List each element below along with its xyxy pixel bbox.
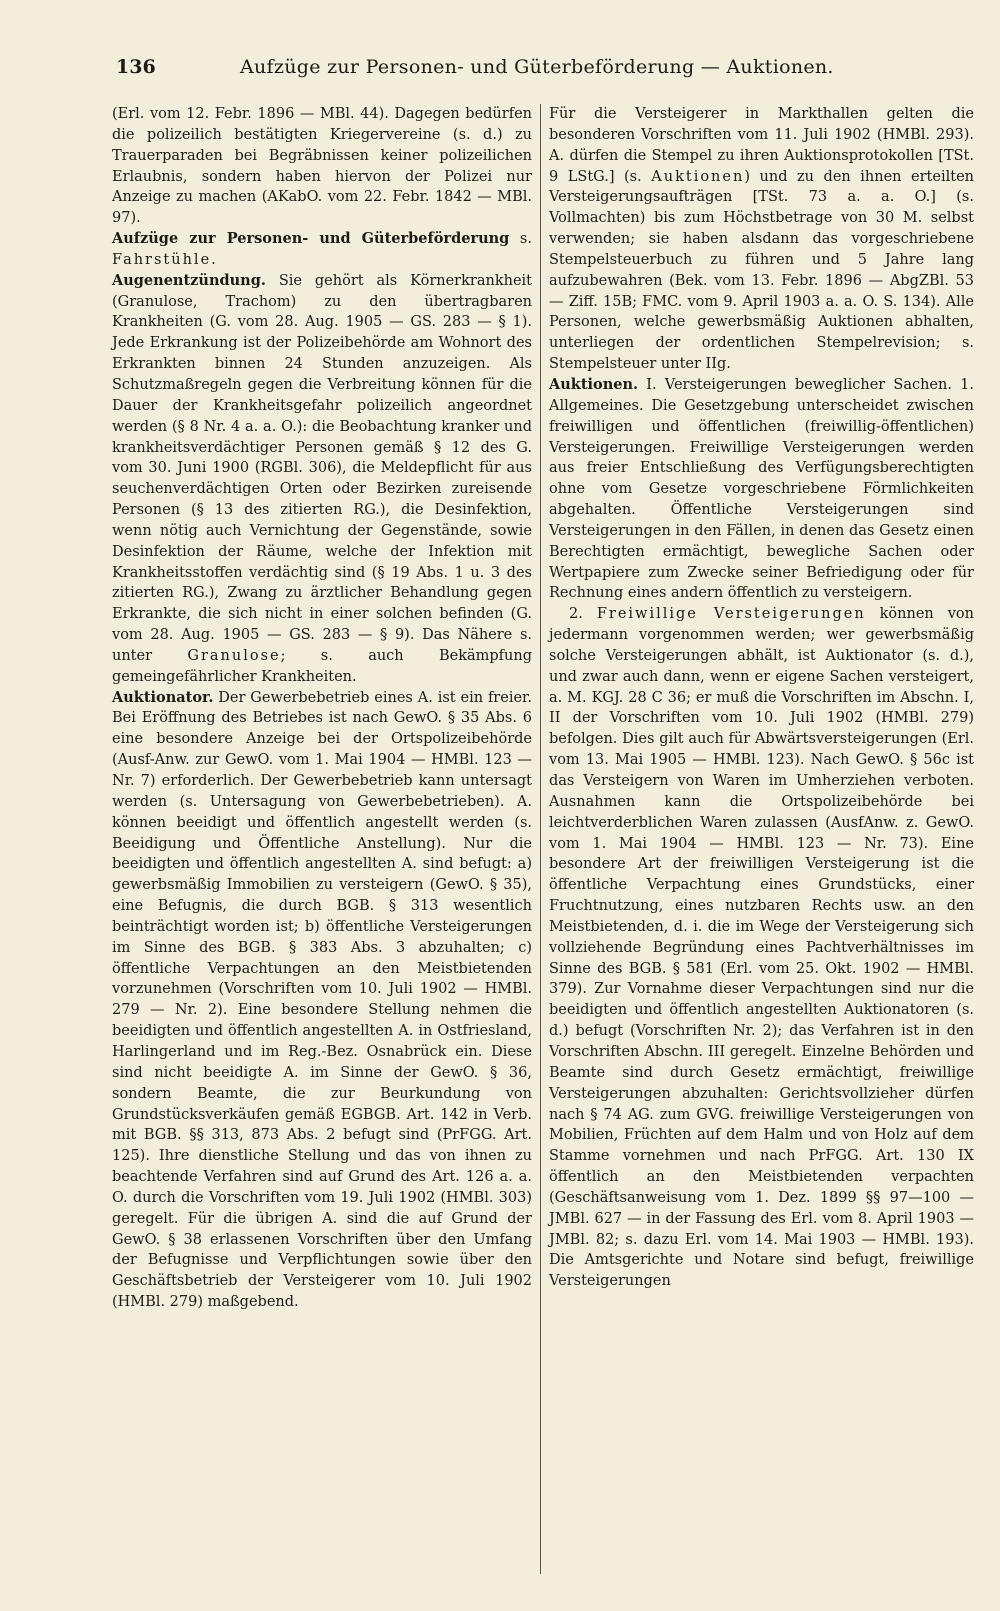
right-column: [549, 104, 974, 1292]
paragraph: 2. Freiwillige Versteigerungen können von jedermann vorgenommen werden; wer gewerbsmäßig solche Versteigerungen abhält, ist Auktionator (s. d.), und zwar auch dann, wenn er eigene Sachen versteigert, a. M. KGJ. 28 C 36; er muß die Vorschriften im Abschn. I, II der Vorschriften vom 10. Juli 1902 (HMBl. 279) befolgen. Dies gilt auch für Abwärtsversteigerungen (Erl. vom 13. Mai 1905 — HMBl. 123). Nach GewO. § 56c ist das Versteigern von Waren im Umherziehen verboten. Ausnahmen kann die Ortspolizeibehörde bei leichtverderblichen Waren zulassen (AusfAnw. z. GewO. vom 1. Mai 1904 — HMBl. 123 — Nr. 73). Eine besondere Art der freiwilligen Versteigerung ist die öffentliche Verpachtung eines Grundstücks, einer Fruchtnutzung, eines nutzbaren Rechts usw. an den Meistbietenden, d. i. die im Wege der Versteigerung sich vollziehende Begründung eines Pachtverhältnisses im Sinne des BGB. § 581 (Erl. vom 25. Okt. 1902 — HMBl. 379). Zur Vornahme dieser Verpachtungen sind nur die beeidigten und öffentlich angestellten Auktionatoren (s. d.) befugt (Vorschriften Nr. 2); das Verfahren ist in den Vorschriften Abschn. III geregelt. Einzelne Behörden und Beamte sind durch Gesetz ermächtigt, freiwillige Versteigerungen abzuhalten: Gerichtsvollzieher dürfen nach § 74 AG. zum GVG. freiwillige Versteigerungen von Mobilien, Früchten auf dem Halm und von Holz auf dem Stamme vornehmen und nach PrFGG. Art. 130 IX öffentlich an den Meistbietenden verpachten (Geschäftsanweisung vom 1. Dez. 1899 §§ 97—100 — JMBl. 627 — in der Fassung des Erl. vom 8. April 1903 — JMBl. 82; s. dazu Erl. vom 14. Mai 1903 — HMBl. 193). Die Amtsgerichte und Notare sind befugt, freiwillige Versteigerungen: [549, 606, 974, 1290]
subheading: Freiwillige Versteigerungen: [596, 606, 866, 623]
lemma-heading: Aufzüge zur Personen- und Güterbeförderung: [112, 230, 510, 248]
left-column: [112, 104, 532, 1313]
lemma-heading: Auktionen.: [549, 375, 639, 393]
paragraph: Für die Versteigerer in Markthallen gelten die besonderen Vorschriften vom 11. Juli 1902 (HMBl. 293). A. dürfen die Stempel zu ihren Auktionsprotokollen [TSt. 9 LStG.] (s. Auktionen) und zu den ihnen erteilten Versteigerungsaufträgen [TSt. 73 a. a. O.] (s. Vollmachten) bis zum Höchstbetrage von 30 M. selbst verwenden; sie haben alsdann das vorgeschriebene Stempelsteuerbuch zu führen und 5 Jahre lang aufzubewahren (Bek. vom 13. Febr. 1896 — AbgZBl. 53 — Ziff. 15B; FMC. vom 9. April 1903 a. a. O. S. 134). Alle Personen, welche gewerbsmäßig Auktionen abhalten, unterliegen der ordentlichen Stempelrevision; s. Stempelsteuer unter IIg.: [549, 106, 974, 373]
page-number: 136: [116, 56, 156, 78]
entry-auktionen: Auktionen. I. Versteigerungen beweglicher Sachen. 1. Allgemeines. Die Gesetzgebung unterscheidet zwischen freiwilligen und öffentlichen (freiwillig-öffentlichen) Versteigerungen. Freiwillige Versteigerungen werden aus freier Entschließung des Verfügungsberechtigten ohne vom Gesetze vorgeschriebene Förmlichkeiten abgehalten. Öffentliche Versteigerungen sind Versteigerungen in den Fällen, in denen das Gesetz einen Berechtigten ermächtigt, bewegliche Sachen oder Wertpapiere zum Zwecke seiner Befriedigung oder für Rechnung eines andern öffentlich zu versteigern.: [549, 375, 974, 602]
entry-aufzuege: Aufzüge zur Personen- und Güterbeförderung s. Fahrstühle.: [112, 230, 532, 268]
page-header: [116, 56, 920, 86]
cross-reference: Fahrstühle: [112, 251, 212, 268]
running-title: Aufzüge zur Personen- und Güterbeförderung — Auktionen.: [240, 56, 834, 78]
column-divider: [540, 104, 541, 1574]
cross-reference: Auktionen: [651, 168, 745, 185]
lemma-heading: Augenentzündung.: [112, 271, 266, 289]
paragraph: (Erl. vom 12. Febr. 1896 — MBl. 44). Dagegen bedürfen die polizeilich bestätigten Kriegervereine (s. d.) zu Trauerparaden bei Begräbnissen keiner polizeilichen Erlaubnis, sondern haben hiervon der Polizei nur Anzeige zu machen (AKabO. vom 22. Febr. 1842 — MBl. 97).: [112, 106, 532, 227]
cross-reference: Granulose: [187, 647, 281, 664]
entry-auktionator: Auktionator. Der Gewerbebetrieb eines A. ist ein freier. Bei Eröffnung des Betriebes ist nach GewO. § 35 Abs. 6 eine besondere Anzeige bei der Ortspolizeibehörde (Ausf-Anw. zur GewO. vom 1. Mai 1904 — HMBl. 123 — Nr. 7) erforderlich. Der Gewerbebetrieb kann untersagt werden (s. Untersagung von Gewerbebetrieben). A. können beeidigt und öffentlich angestellt werden (s. Beeidigung und Öffentliche Anstellung). Nur die beeidigten und öffentlich angestellten A. sind befugt: a) gewerbsmäßig Immobilien zu versteigern (GewO. § 35), eine Befugnis, die durch BGB. § 313 wesentlich beinträchtigt worden ist; b) öffentliche Versteigerungen im Sinne des BGB. § 383 Abs. 3 abzuhalten; c) öffentliche Verpachtungen an den Meistbietenden vorzunehmen (Vorschriften vom 10. Juli 1902 — HMBl. 279 — Nr. 2). Eine besondere Stellung nehmen die beeidigten und öffentlich angestellten A. in Ostfriesland, Harlingerland und im Reg.-Bez. Osnabrück ein. Diese sind nicht beeidigte A. im Sinne der GewO. § 36, sondern Beamte, die zur Beurkundung von Grundstücksverkäufen gemäß EGBGB. Art. 142 in Verb. mit BGB. §§ 313, 873 Abs. 2 befugt sind (PrFGG. Art. 125). Ihre dienstliche Stellung und das von ihnen zu beachtende Verfahren sind auf Grund des Art. 126 a. a. O. durch die Vorschriften vom 19. Juli 1902 (HMBl. 303) geregelt. Für die übrigen A. sind die auf Grund der GewO. § 38 erlassenen Vorschriften über den Umfang der Befugnisse und Verpflichtungen sowie über den Geschäftsbetrieb der Versteigerer vom 10. Juli 1902 (HMBl. 279) maßgebend.: [112, 688, 532, 1311]
entry-augenentzuendung: Augenentzündung. Sie gehört als Körnerkrankheit (Granulose, Trachom) zu den übertragbaren Krankheiten (G. vom 28. Aug. 1905 — GS. 283 — § 1). Jede Erkrankung ist der Polizeibehörde am Wohnort des Erkrankten binnen 24 Stunden anzuzeigen. Als Schutzmaßregeln gegen die Verbreitung können für die Dauer der Krankheitsgefahr polizeilich angeordnet werden (§ 8 Nr. 4 a. a. O.): die Beobachtung kranker und krankheitsverdächtiger Personen gemäß § 12 des G. vom 30. Juni 1900 (RGBl. 306), die Meldepflicht für aus seuchenverdächtigen Orten oder Bezirken zureisende Personen (§ 13 des zitierten RG.), die Desinfektion, wenn nötig auch Vernichtung der Gegenstände, sowie Desinfektion der Räume, welche der Infektion mit Krankheitsstoffen verdächtig sind (§ 19 Abs. 1 u. 3 des zitierten RG.), Zwang zu ärztlicher Behandlung gegen Erkrankte, die sich nicht in einer solchen befinden (G. vom 28. Aug. 1905 — GS. 283 — § 9). Das Nähere s. unter Granulose; s. auch Bekämpfung gemeingefährlicher Krankheiten.: [112, 271, 532, 685]
lemma-heading: Auktionator.: [112, 688, 214, 706]
